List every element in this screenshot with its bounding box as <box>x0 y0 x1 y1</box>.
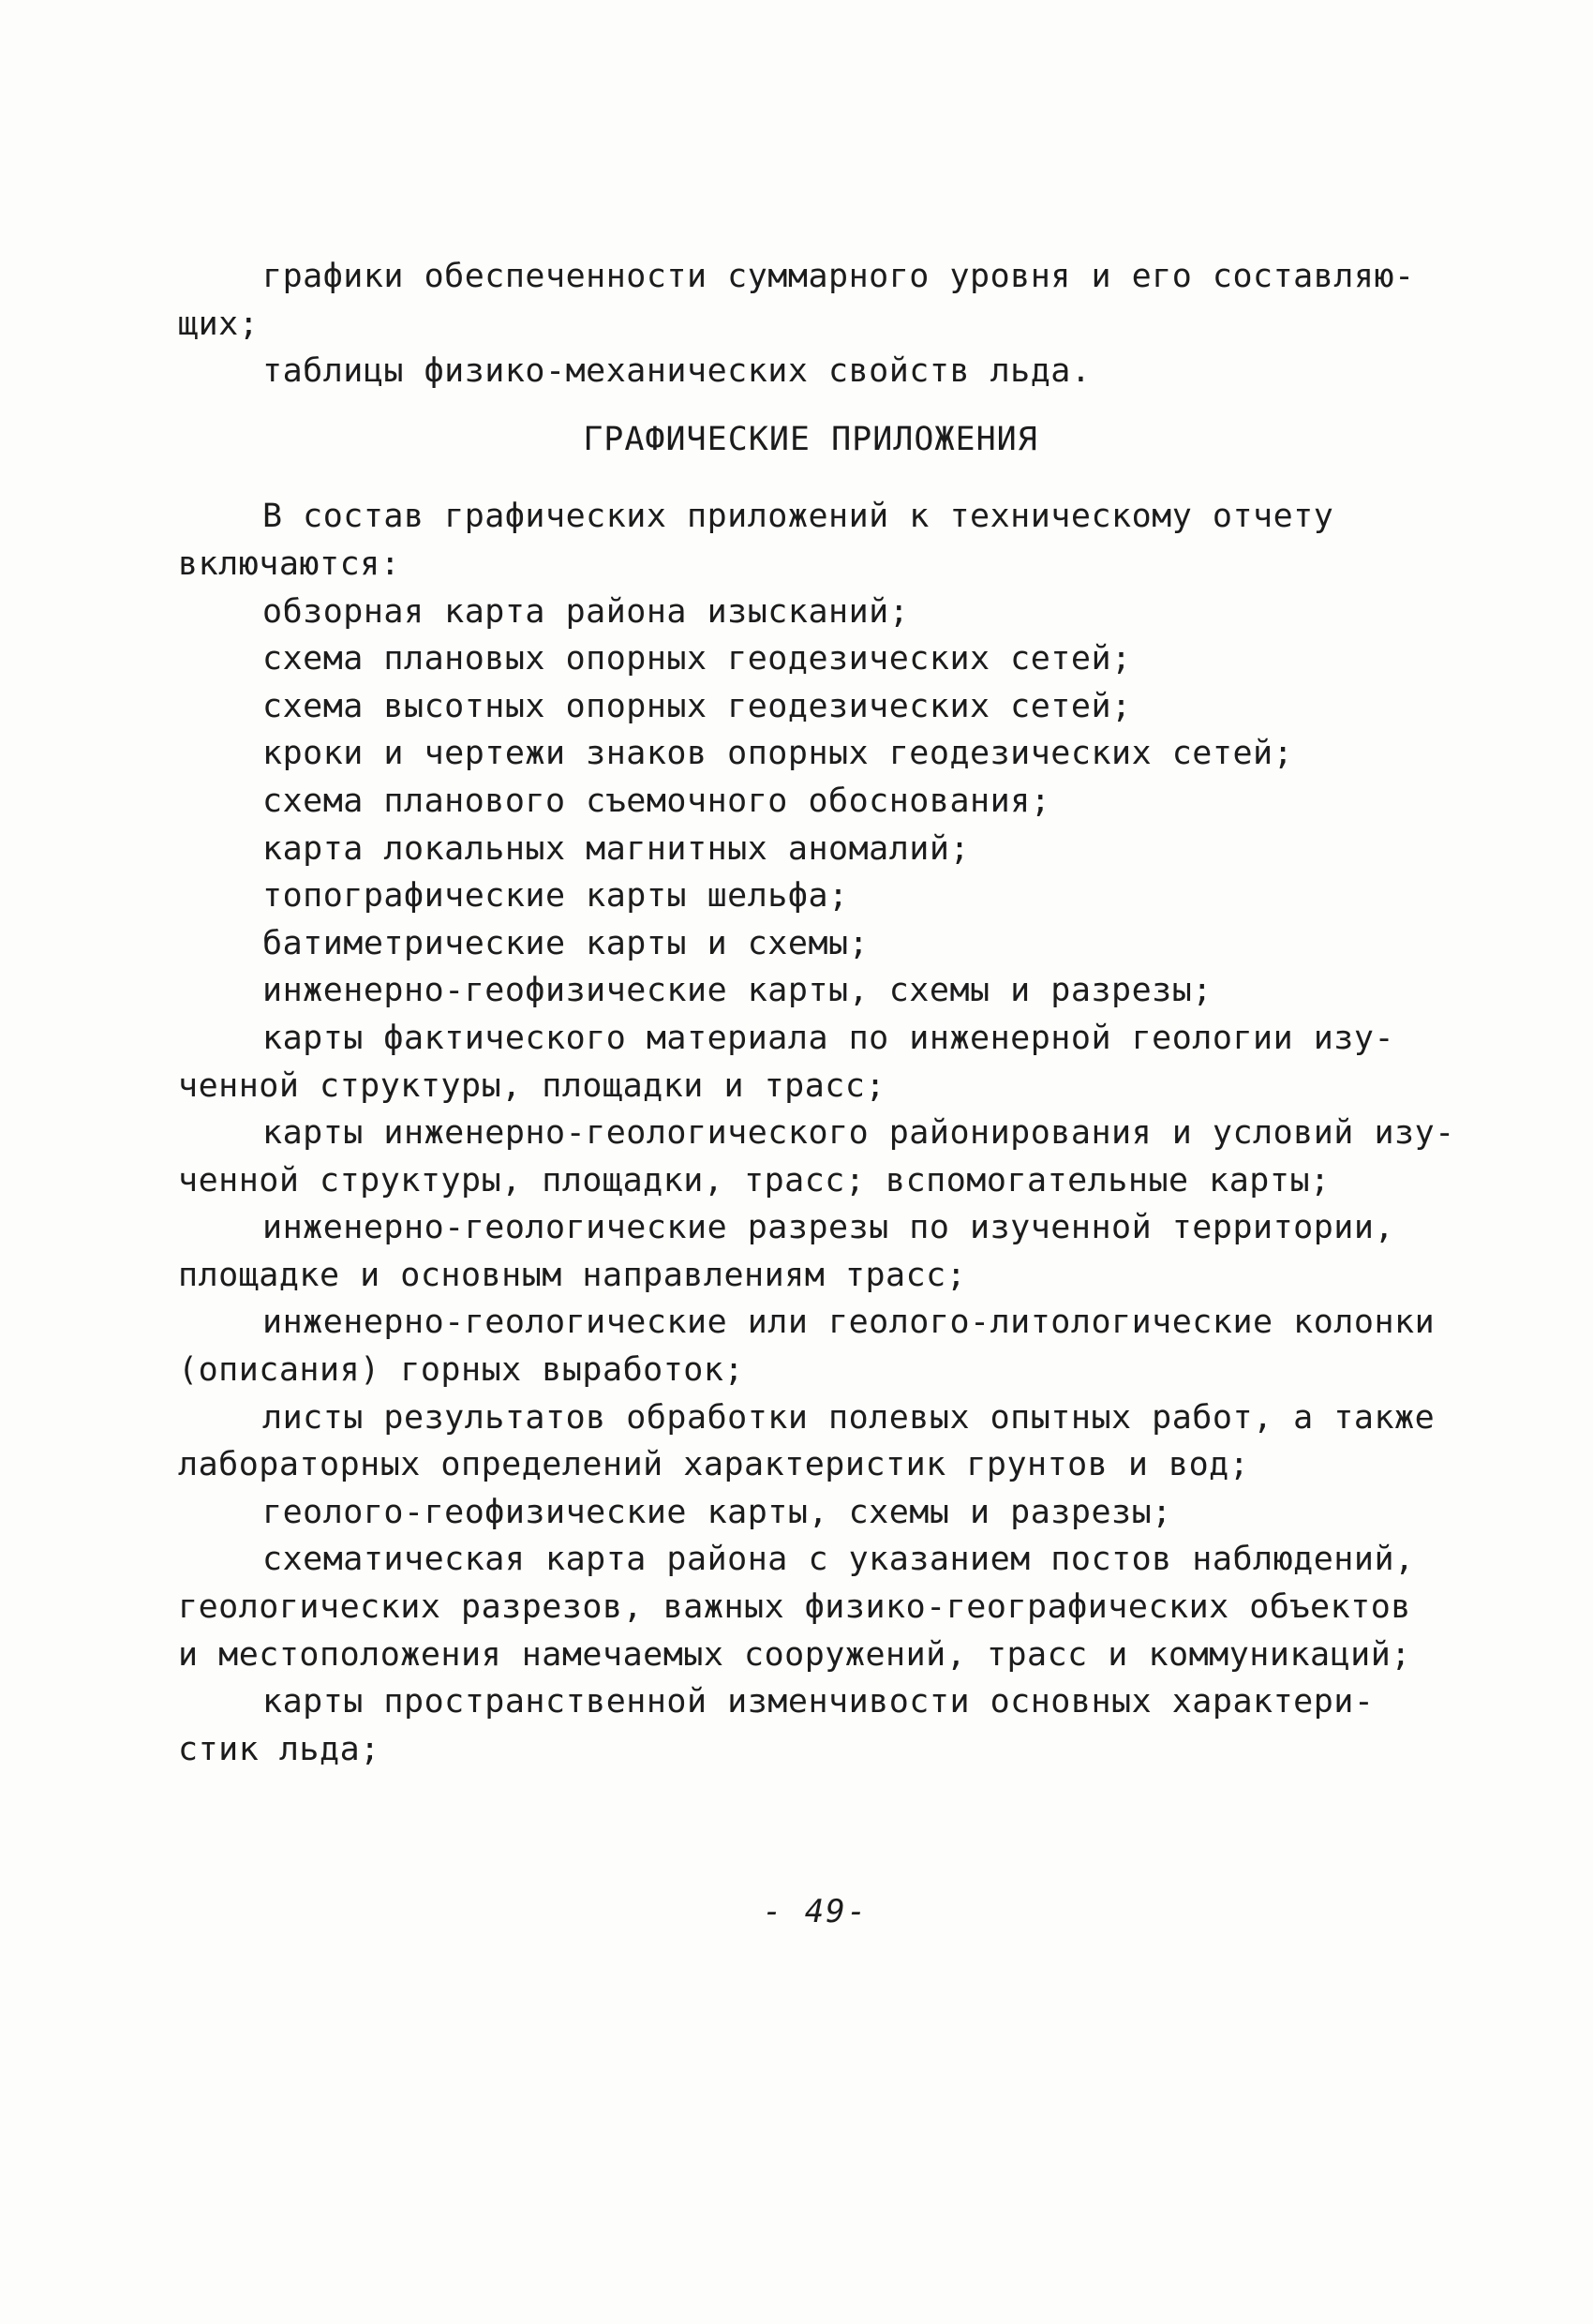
text-line: кроки и чертежи знаков опорных геодезических сетей; <box>262 735 1294 773</box>
text-line: графики обеспеченности суммарного уровня и его составляю- <box>262 258 1415 295</box>
text-line: (описания) горных выработок; <box>178 1351 745 1390</box>
continued-list <box>178 253 1415 395</box>
text-line: лабораторных определений характеристик грунтов и вод; <box>178 1446 1250 1484</box>
text-line: ченной структуры, площадки и трасс; <box>178 1066 886 1105</box>
text-line: схема плановых опорных геодезических сетей; <box>262 640 1132 678</box>
text-line: включаются: <box>178 544 401 583</box>
text-line: обзорная карта района изысканий; <box>262 592 910 631</box>
text-line: карта локальных магнитных аномалий; <box>262 829 971 868</box>
text-line: щих; <box>178 305 260 343</box>
text-line: листы результатов обработки полевых опытных работ, а также <box>262 1398 1436 1437</box>
text-line: карты пространственной изменчивости основных характери- <box>262 1683 1375 1721</box>
text-line: схема высотных опорных геодезических сетей; <box>262 687 1132 725</box>
text-line: карты фактического материала по инженерной геологии изу- <box>262 1019 1395 1057</box>
text-line: топографические карты шельфа; <box>262 877 849 916</box>
graphic-appendices-list <box>178 493 1455 1773</box>
text-line: ченной структуры, площадки, трасс; вспомогательные карты; <box>178 1161 1331 1199</box>
text-line: инженерно-геологические или геолого-литологические колонки <box>262 1304 1436 1342</box>
text-line: площадке и основным направлениям трасс; <box>178 1256 967 1294</box>
document-body <box>178 253 1455 1773</box>
text-line: схематическая карта района с указанием постов наблюдений, <box>262 1541 1415 1579</box>
text-line: инженерно-геофизические карты, схемы и разрезы; <box>262 972 1213 1010</box>
page-number: - 49- <box>762 1893 869 1930</box>
text-line: батиметрические карты и схемы; <box>262 924 870 962</box>
text-line: геологических разрезов, важных физико-географических объектов <box>178 1588 1411 1627</box>
text-line: и местоположения намечаемых сооружений, трасс и коммуникаций; <box>178 1635 1411 1674</box>
text-line: схема планового съемочного обоснования; <box>262 782 1051 820</box>
text-line: таблицы физико-механических свойств льда. <box>262 352 1092 391</box>
section-heading: ГРАФИЧЕСКИЕ ПРИЛОЖЕНИЯ <box>583 420 1038 458</box>
text-line: геолого-геофизические карты, схемы и разрезы; <box>262 1493 1172 1531</box>
text-line: карты инженерно-геологического районирования и условий изу- <box>262 1114 1455 1153</box>
text-line: стик льда; <box>178 1730 380 1768</box>
text-line: В состав графических приложений к техническому отчету <box>262 498 1334 536</box>
text-line: инженерно-геологические разрезы по изученной территории, <box>262 1209 1395 1247</box>
